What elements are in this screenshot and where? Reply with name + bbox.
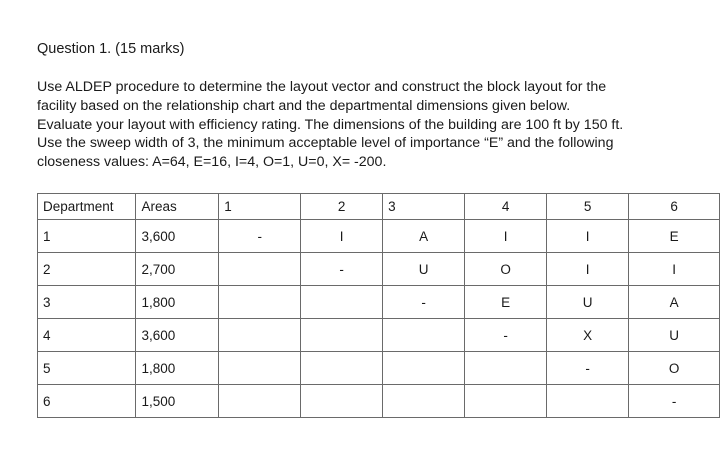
table-cell: A [383, 220, 465, 253]
table-row [38, 352, 720, 385]
table-cell: 1,500 [136, 385, 219, 418]
table-row [38, 253, 720, 286]
table-cell: 5 [38, 352, 136, 385]
table-cell: - [383, 286, 465, 319]
header-cell: Department [38, 194, 136, 220]
table-cell [219, 385, 301, 418]
table-cell: 6 [38, 385, 136, 418]
header-cell: 2 [301, 194, 383, 220]
table-cell: I [465, 220, 547, 253]
table-cell: U [383, 253, 465, 286]
table-cell [219, 286, 301, 319]
table-cell [383, 385, 465, 418]
header-cell: 6 [629, 194, 720, 220]
table-cell [547, 385, 629, 418]
table-cell [219, 352, 301, 385]
table-header-row [38, 194, 720, 220]
table-cell: 2,700 [136, 253, 219, 286]
table-cell: - [547, 352, 629, 385]
header-cell: 5 [547, 194, 629, 220]
header-cell: 4 [465, 194, 547, 220]
table-cell: X [547, 319, 629, 352]
table-cell: O [629, 352, 720, 385]
question-line: Use ALDEP procedure to determine the layout vector and construct the block layout for the [37, 79, 607, 95]
table-cell: - [301, 253, 383, 286]
table-cell: 3 [38, 286, 136, 319]
table-cell: O [465, 253, 547, 286]
table-cell [301, 286, 383, 319]
table-cell: A [629, 286, 720, 319]
table-cell [465, 385, 547, 418]
table-cell: 2 [38, 253, 136, 286]
question-text [37, 78, 707, 172]
table-cell [383, 352, 465, 385]
table-cell: I [301, 220, 383, 253]
header-cell: 3 [383, 194, 465, 220]
table-cell: - [219, 220, 301, 253]
table-cell: 1,800 [136, 286, 219, 319]
table-cell: I [547, 253, 629, 286]
table-cell: 1,800 [136, 352, 219, 385]
table-cell: U [547, 286, 629, 319]
table-cell: - [629, 385, 720, 418]
header-cell: Areas [136, 194, 219, 220]
table-row [38, 385, 720, 418]
table-cell [301, 319, 383, 352]
table-cell [301, 385, 383, 418]
table-cell [383, 319, 465, 352]
table-cell: 3,600 [136, 220, 219, 253]
table-cell: - [465, 319, 547, 352]
question-line: closeness values: A=64, E=16, I=4, O=1, U=0, X= -200. [37, 154, 387, 171]
table-cell: E [629, 220, 720, 253]
question-line: facility based on the relationship chart and the departmental dimensions given below. [37, 97, 571, 114]
table-cell: I [547, 220, 629, 253]
header-cell: 1 [219, 194, 301, 220]
table-cell [301, 352, 383, 385]
table-cell: E [465, 286, 547, 319]
table-cell: 1 [38, 220, 136, 253]
table-row [38, 319, 720, 352]
question-heading: Question 1. (15 marks) [37, 41, 185, 57]
table-cell [465, 352, 547, 385]
question-line: Use the sweep width of 3, the minimum acceptable level of importance “E” and the following [37, 135, 614, 152]
table-cell: U [629, 319, 720, 352]
relationship-table [37, 193, 720, 418]
table-cell [219, 253, 301, 286]
question-line: Evaluate your layout with efficiency rating. The dimensions of the building are 100 ft by 150 ft. [37, 116, 624, 133]
table-cell: I [629, 253, 720, 286]
table-cell [219, 319, 301, 352]
table-row [38, 220, 720, 253]
table-cell: 4 [38, 319, 136, 352]
table-cell: 3,600 [136, 319, 219, 352]
table-row [38, 286, 720, 319]
